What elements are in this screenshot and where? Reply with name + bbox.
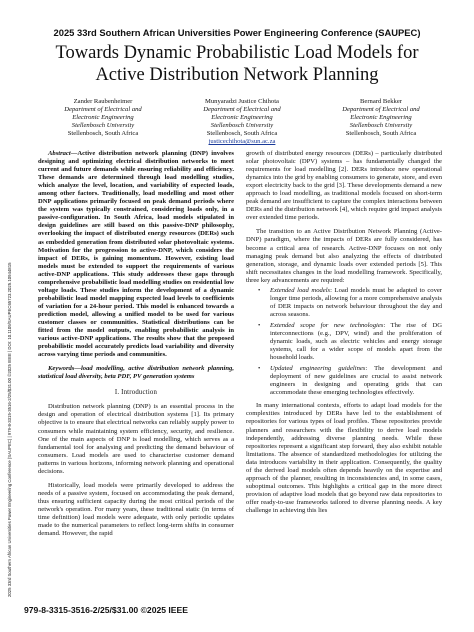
copyright-footer: 979-8-3315-3516-2/25/$31.00 ©2025 IEEE bbox=[24, 605, 189, 615]
list-item bbox=[246, 322, 442, 362]
side-citation-strip bbox=[6, 92, 14, 602]
author-city: Stellenbosch, South Africa bbox=[67, 130, 139, 137]
author-univ: Stellenbosch University bbox=[349, 122, 413, 129]
author-univ: Stellenbosch University bbox=[71, 122, 135, 129]
abstract-text: —Active distribution network planning (DNP) involves designing and optimizing electrical distribution networks to meet current and future demands while ensuring reliability and efficiency. These demands are determined through load modelling studies, which analyze the level, location, and variability of expected loads, among other factors. Traditionally, load modelling and most other DNP applications primarily focused on peak demand periods where the system was typically constrained, considering loads only, in a passive-configuration. In South Africa, load models stipulated in design guidelines are still based on this passive-DNP philosophy, overlooking the impact of distributed energy resources (DERs) such as embedded generation from distributed solar photovoltaic systems. Motivation for the progression to active-DNP, which considers the impact of DERs, is gaining momentum. However, existing load models must be extended to support the requirements of various active-DNP applications. This study addresses these gaps through comprehensive probabilistic load modelling studies on residential low voltage loads. These studies inform the development of a dynamic probabilistic load model mapping expected load levels to coefficients of variation for a 24-hour period. This model is enhanced towards a prediction model, allowing a unified model to be used for various customer classes or communities. Statistical distributions can be fitted from the model outputs, enabling probabilistic analysis in various active-DNP applications. The results show that the proposed probabilistic model accurately predicts load variability and diversity across varying time periods and communities. bbox=[38, 150, 234, 359]
left-column bbox=[38, 150, 234, 538]
list-item-text: : The development and deployment of new guidelines are crucial to assist network engineers in designing and operating grids that can accommodate these emerging technologies effectively. bbox=[270, 365, 442, 397]
author-dept2: Electronic Engineering bbox=[72, 114, 134, 121]
author-city: Stellenbosch, South Africa bbox=[345, 130, 417, 137]
author-name: Zander Raubenheimer bbox=[73, 98, 133, 105]
author-dept: Department of Electrical and bbox=[64, 106, 142, 113]
author-3 bbox=[316, 98, 446, 138]
body-paragraph: The transition to an Active Distribution Network Planning (Active-DNP) paradigm, where the impacts of DERs are fully considered, has become a critical area of research. Active-DNP focuses on not only managing peak demand but also analyzing the effects of distributed generation, storage, and dynamic loads over extended periods [5]. This shift necessitates changes in the load modelling framework. Specifically, three key advancements are required: bbox=[246, 228, 442, 284]
intro-paragraph: Distribution network planning (DNP) is an essential process in the design and operation of electrical distribution systems [1]. Its primary objective is to ensure that electrical networks can reliably supply power to consumers while maintaining system efficiency, security, and resilience. One of the main aspects of DNP is load modelling, which serves as a fundamental tool for analysing and predicting the demand behaviour of consumers. Load models are used to characterise customer demand patterns in various horizons, informing network planning and operational decisions. bbox=[38, 403, 234, 475]
section-heading-introduction: I. Introduction bbox=[114, 389, 158, 397]
author-dept2: Electronic Engineering bbox=[211, 114, 273, 121]
title-line-1: Towards Dynamic Probabilistic Load Models for bbox=[55, 43, 419, 63]
body-paragraph: In many international contexts, efforts to adapt load models for the complexities introduced by DERs have led to the establishment of repositories for various types of load profiles. These repositories provide planners and researchers with the flexibility to derive load models independently, addressing diverse planning needs. While these repositories represent a significant step forward, they also exhibit notable limitations. The absence of standardized methodologies for utilizing the data introduces variability in their application. Consequently, the quality of the derived load models often depends heavily on the expertise and approach of the planner, resulting in inconsistencies and, in some cases, suboptimal outcomes. This highlights a critical gap in the more direct provision of adaptive load models that go beyond raw data repositories to offer ready-to-use frameworks tailored to diverse planning needs. A key challenge in achieving this lies bbox=[246, 402, 442, 514]
author-1 bbox=[38, 98, 168, 138]
author-city: Stellenbosch, South Africa bbox=[206, 130, 278, 137]
conference-header: 2025 33rd Southern African Universities Power Engineering Conference (SAUPEC) bbox=[53, 27, 421, 38]
bullet-icon: • bbox=[258, 365, 261, 373]
keywords-label: Keywords bbox=[48, 365, 75, 373]
list-item-label: Extended scope for new technologies bbox=[270, 321, 384, 329]
abstract bbox=[38, 150, 234, 359]
author-dept2: Electronic Engineering bbox=[350, 114, 412, 121]
side-citation-text: 2025 33rd Southern African Universities Power Engineering Conference (SAUPEC) | 979-8-3315-3516-2/25/$31.00 ©2025 IEEE | DOI: 10.1109/SAUPEC65723.2025.10944815 bbox=[7, 262, 12, 597]
author-email-link[interactable]: justicechihota@sun.ac.za bbox=[208, 138, 276, 145]
list-item bbox=[246, 365, 442, 397]
abstract-label: Abstract bbox=[48, 150, 71, 157]
author-dept: Department of Electrical and bbox=[203, 106, 281, 113]
author-name: Munyaradzi Justice Chihota bbox=[205, 98, 279, 105]
list-item-text: : The rise of DG interconnections (e.g., DPV, wind) and the proliferation of dynamic loads, such as electric vehicles and energy storage systems, call for a wider scope of models apart from the household loads. bbox=[270, 321, 442, 362]
list-item bbox=[246, 287, 442, 319]
bullet-icon: • bbox=[258, 286, 261, 294]
keywords bbox=[38, 365, 234, 381]
list-item-label: Extended load models bbox=[270, 286, 331, 294]
keywords-text: —load modelling, active distribution network planning, statistical load diversity, beta PDF, PV generation systems bbox=[38, 365, 234, 381]
author-univ: Stellenbosch University bbox=[210, 122, 274, 129]
bullet-icon: • bbox=[258, 321, 261, 329]
right-column bbox=[246, 150, 442, 515]
paper-title bbox=[40, 42, 434, 86]
author-2 bbox=[177, 98, 307, 146]
intro-paragraph: Historically, load models were primarily developed to address the needs of a passive system, focused on accommodating the peak demand, thus ensuring sufficient capacity during the most critical periods of the network's operation. For many years, these traditional static (in terms of time definition) load models were adequate, with only periodic updates made to the numerical parameters to reflect long-term shifts in consumer demand. However, the rapid bbox=[38, 481, 234, 538]
author-name: Bernard Bekker bbox=[360, 98, 402, 105]
requirements-list bbox=[246, 287, 442, 398]
list-item-label: Updated engineering guidelines bbox=[270, 365, 366, 373]
list-item-text: : Load models must be adapted to cover longer time periods, allowing for a more comprehensive analysis of DER impacts on network behaviour throughout the day and across seasons. bbox=[270, 286, 442, 318]
body-paragraph: growth of distributed energy resources (DERs) – particularly distributed solar photovoltaic (DPV) systems – has fundamentally changed the requirements for load modelling [2]. DERs introduce new operational dynamics into the grid by enabling consumers to generate, store, and even export electricity back to the grid [3]. These developments demand a new approach to load modelling, as traditional models focused on short-term peak demand are insufficient to capture the complex interactions between DERs and the distribution network [4], which require grid impact analysis over extended time periods. bbox=[246, 150, 442, 222]
title-line-2: Active Distribution Network Planning bbox=[95, 65, 379, 85]
author-dept: Department of Electrical and bbox=[342, 106, 420, 113]
